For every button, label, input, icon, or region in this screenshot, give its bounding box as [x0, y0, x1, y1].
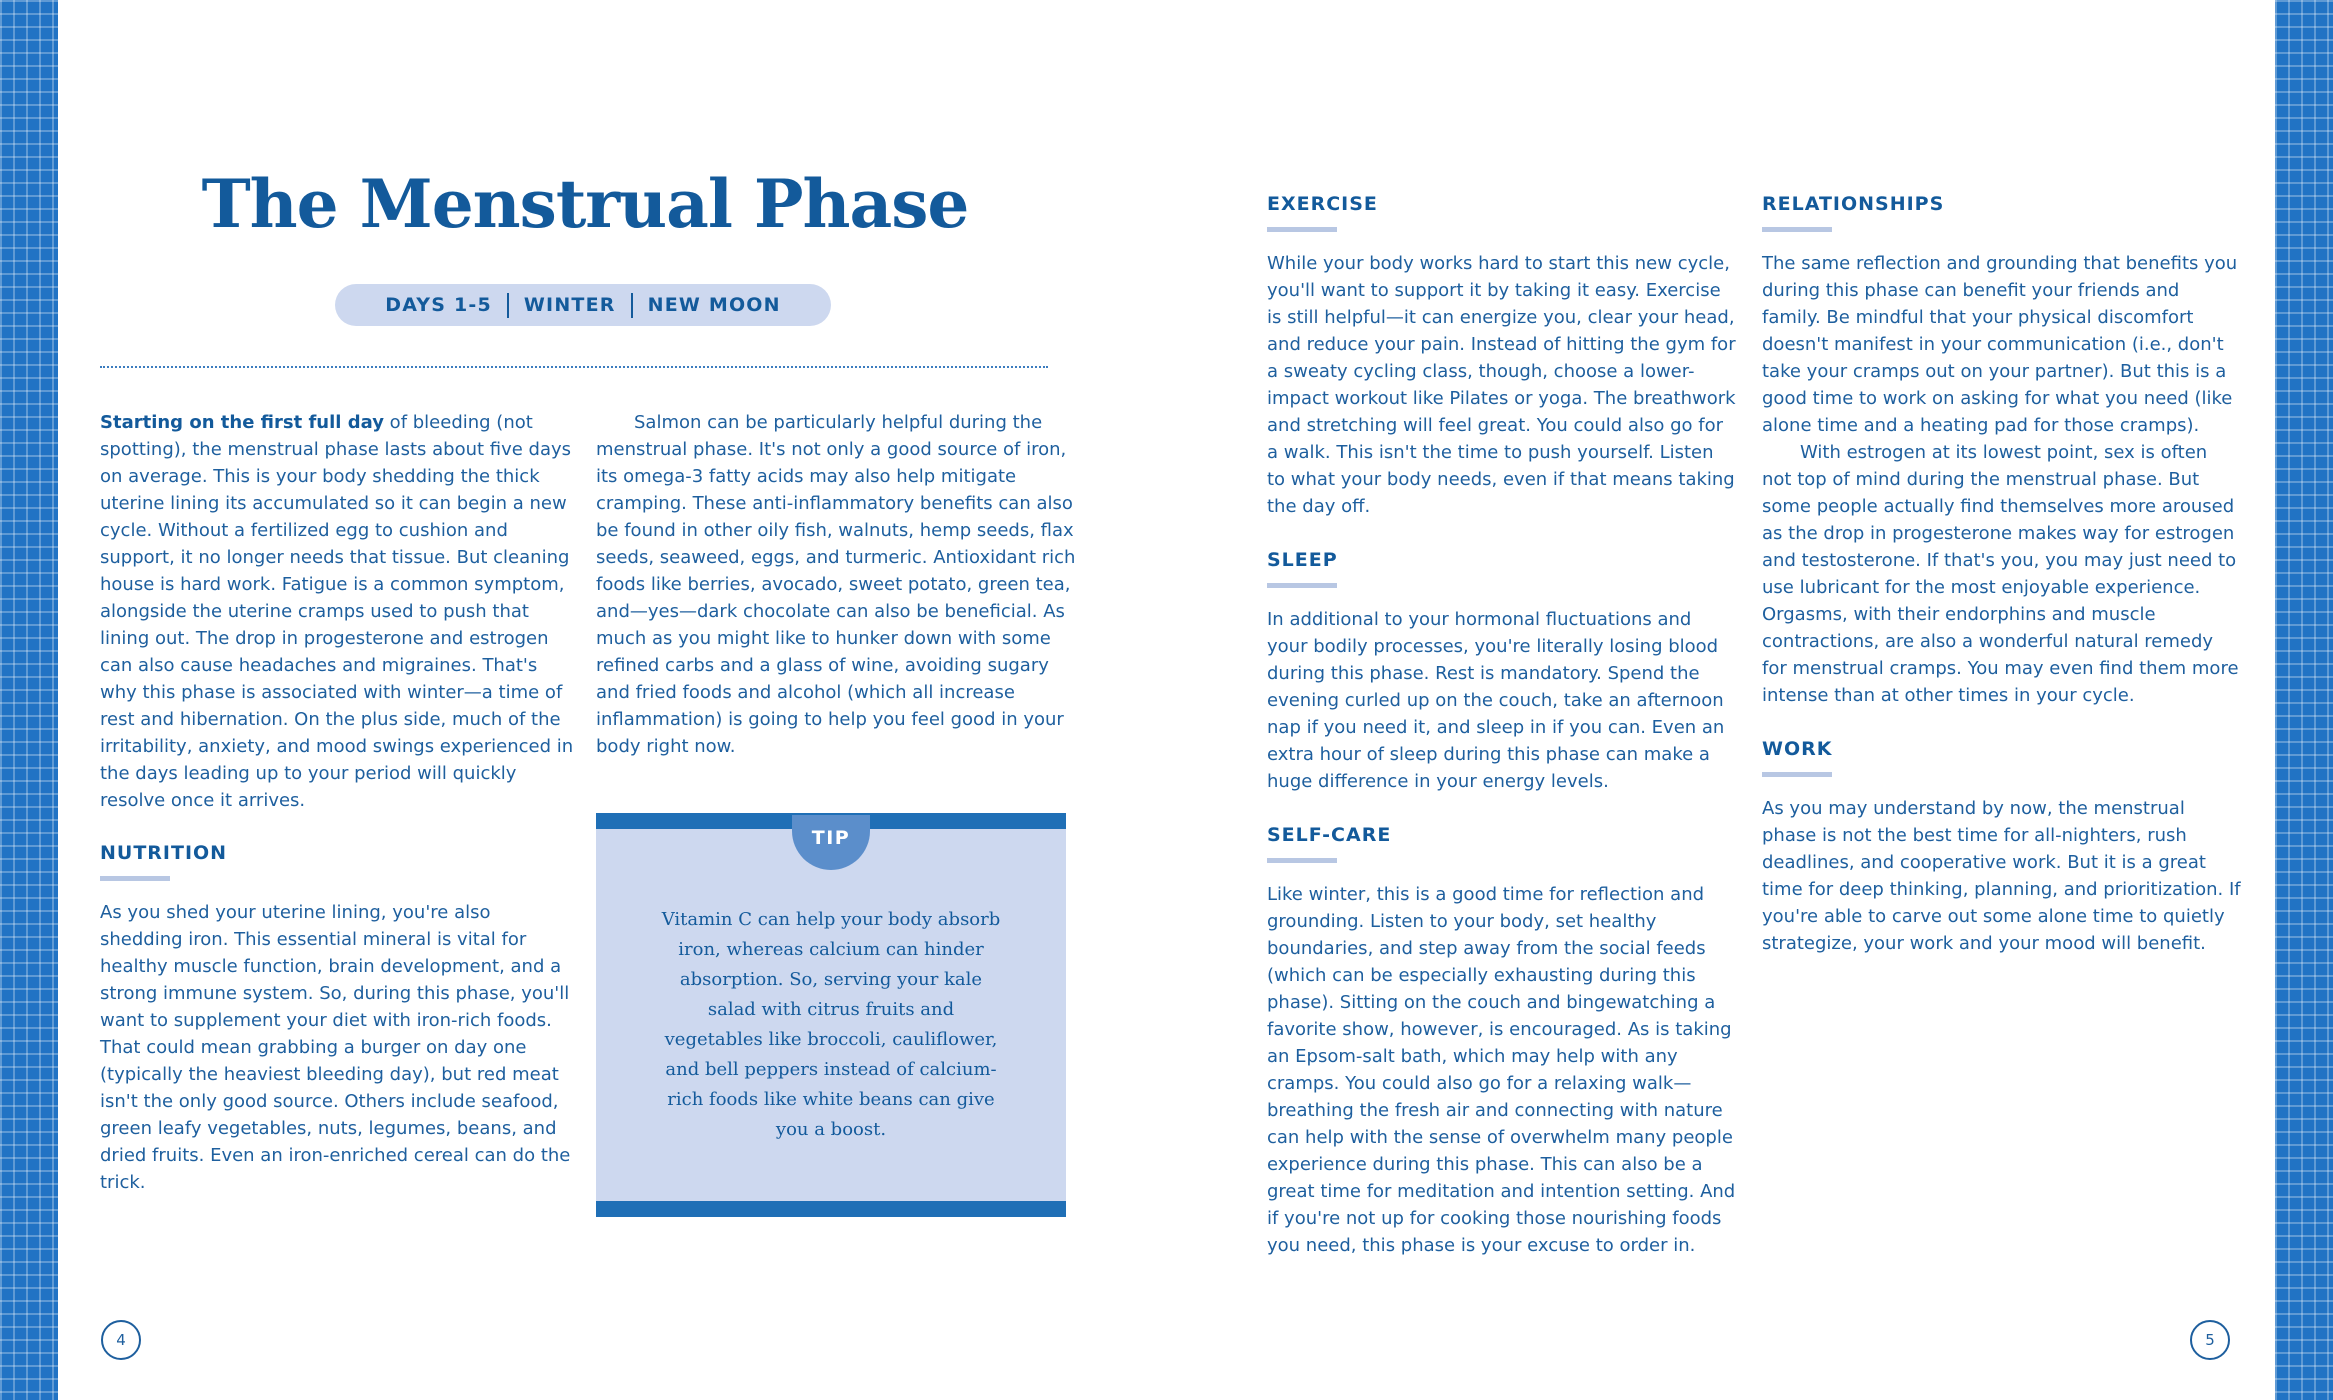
tip-text: Vitamin C can help your body absorb iron, whereas calcium can hinder absorption. So, serving your kale salad with citrus fruits and vegetables like broccoli, cauliflower, and bell peppers instead of calcium-rich foods like white beans can give you a boost.	[661, 909, 1001, 1140]
heading-rule	[1267, 858, 1337, 863]
phase-tags	[335, 284, 831, 326]
tip-box	[596, 813, 1066, 1217]
page-number-left: 4	[101, 1320, 141, 1360]
self-care-heading: SELF-CARE	[1267, 824, 1392, 846]
column-left-2	[596, 409, 1076, 760]
column-left-1	[100, 409, 575, 1196]
nutrition-paragraph-1: As you shed your uterine lining, you're also shedding iron. This essential mineral is vital for healthy muscle function, brain development, and a strong immune system. So, during this phase, you'll want to supplement your diet with iron-rich foods. That could mean grabbing a burger on day one (typically the heaviest bleeding day), but red meat isn't the only good source. Others include seafood, green leafy vegetables, nuts, legumes, beans, and dried fruits. Even an iron-enriched cereal can do the trick.	[100, 902, 571, 1193]
column-right-2	[1762, 191, 2242, 957]
phase-tag-season: WINTER	[523, 294, 616, 316]
heading-rule	[1267, 227, 1337, 232]
tag-separator	[507, 293, 509, 318]
self-care-section	[1267, 822, 1737, 1259]
relationships-paragraph-2: With estrogen at its lowest point, sex is often not top of mind during the menstrual phase. But some people actually find themselves more aroused as the drop in progesterone makes way for estrogen and testosterone. If that's you, you may just need to use lubricant for the most enjoyable experience. Orgasms, with their endorphins and muscle contractions, are also a wonderful natural remedy for menstrual cramps. You may even find them more intense than at other times in your cycle.	[1762, 442, 2239, 706]
relationships-heading: RELATIONSHIPS	[1762, 193, 1945, 215]
page-number-right: 5	[2190, 1320, 2230, 1360]
tag-separator	[631, 293, 633, 318]
nutrition-heading: NUTRITION	[100, 842, 228, 864]
column-right-1	[1267, 191, 1737, 1259]
sleep-section	[1267, 547, 1737, 795]
page-title: The Menstrual Phase	[201, 165, 969, 243]
sleep-heading: SLEEP	[1267, 549, 1338, 571]
intro-body: of bleeding (not spotting), the menstrual phase lasts about five days on average. This is your body shedding the thick uterine lining its accumulated so it can begin a new cycle. Without a fertilized egg to cushion and support, it no longer needs that tissue. But cleaning house is hard work. Fatigue is a common symptom, alongside the uterine cramps used to push that lining out. The drop in progesterone and estrogen can also cause headaches and migraines. That's why this phase is associated with winter—a time of rest and hibernation. On the plus side, much of the irritability, anxiety, and mood swings experienced in the days leading up to your period will quickly resolve once it arrives.	[100, 412, 574, 811]
right-grid-border	[2275, 0, 2333, 1400]
intro-paragraph	[100, 409, 575, 814]
phase-tag-moon: NEW MOON	[647, 294, 781, 316]
exercise-heading: EXERCISE	[1267, 193, 1378, 215]
exercise-body: While your body works hard to start this new cycle, you'll want to support it by taking it easy. Exercise is still helpful—it can energize you, clear your head, and reduce your pain. Instead of hitting the gym for a sweaty cycling class, though, choose a lower-impact workout like Pilates or yoga. The breathwork and stretching will feel great. You could also go for a walk. This isn't the time to push yourself. Listen to what your body needs, even if that means taking the day off.	[1267, 253, 1736, 517]
sleep-body: In additional to your hormonal fluctuations and your bodily processes, you're literally losing blood during this phase. Rest is mandatory. Spend the evening curled up on the couch, take an afternoon nap if you need it, and sleep in if you can. Even an extra hour of sleep during this phase can make a huge difference in your energy levels.	[1267, 609, 1725, 792]
relationships-section	[1762, 191, 2242, 709]
intro-lead-in: Starting on the first full day	[100, 412, 384, 433]
heading-rule	[1267, 583, 1337, 588]
work-section	[1762, 736, 2242, 957]
nutrition-paragraph-2: Salmon can be particularly helpful during the menstrual phase. It's not only a good source of iron, its omega-3 fatty acids may also help mitigate cramping. These anti-inflammatory benefits can also be found in other oily fish, walnuts, hemp seeds, flax seeds, seaweed, eggs, and turmeric. Antioxidant rich foods like berries, avocado, sweet potato, green tea, and—yes—dark chocolate can also be beneficial. As much as you might like to hunker down with some refined carbs and a glass of wine, avoiding sugary and fried foods and alcohol (which all increase inflammation) is going to help you feel good in your body right now.	[596, 412, 1076, 757]
nutrition-section	[100, 840, 575, 1196]
heading-rule	[1762, 227, 1832, 232]
exercise-section	[1267, 191, 1737, 520]
relationships-paragraph-1: The same reflection and grounding that benefits you during this phase can benefit your friends and family. Be mindful that your physical discomfort doesn't manifest in your communication (i.e., don't take your cramps out on your partner). But this is a good time to work on asking for what you need (like alone time and a heating pad for those cramps).	[1762, 253, 2238, 436]
heading-rule	[1762, 772, 1832, 777]
left-grid-border	[0, 0, 58, 1400]
heading-rule	[100, 876, 170, 881]
title-divider	[100, 366, 1048, 368]
work-heading: WORK	[1762, 738, 1833, 760]
tip-badge: TIP	[792, 815, 870, 870]
work-body: As you may understand by now, the menstrual phase is not the best time for all-nighters, rush deadlines, and cooperative work. But it is a great time for deep thinking, planning, and prioritization. If you're able to carve out some alone time to quietly strategize, your work and your mood will benefit.	[1762, 798, 2241, 954]
self-care-body: Like winter, this is a good time for reflection and grounding. Listen to your body, set healthy boundaries, and step away from the social feeds (which can be especially exhausting during this phase). Sitting on the couch and bingewatching a favorite show, however, is encouraged. As is taking an Epsom-salt bath, which may help with any cramps. You could also go for a relaxing walk—breathing the fresh air and connecting with nature can help with the sense of overwhelm many people experience during this phase. This can also be a great time for meditation and intention setting. And if you're not up for cooking those nourishing foods you need, this phase is your excuse to order in.	[1267, 884, 1736, 1256]
phase-tag-days: DAYS 1-5	[385, 294, 492, 316]
